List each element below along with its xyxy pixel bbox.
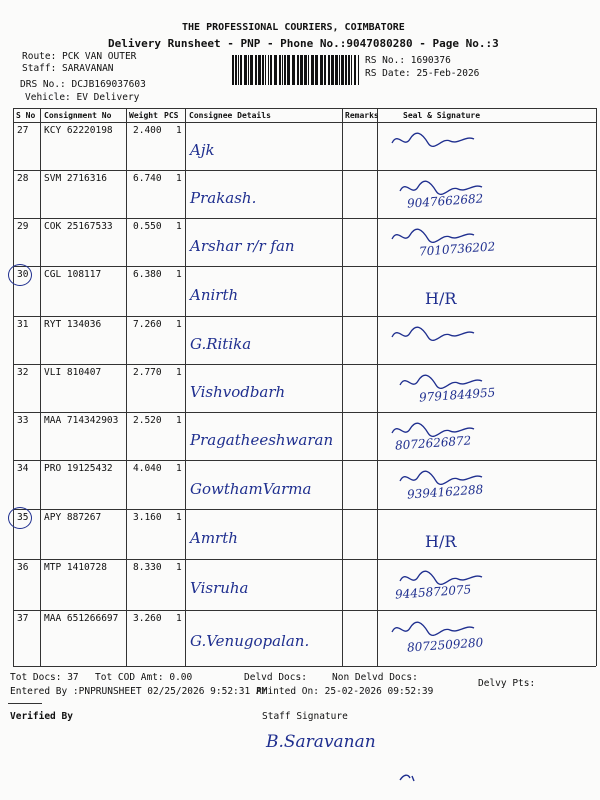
signature-scribble xyxy=(388,618,478,640)
non-delvd-docs: Non Delvd Docs: xyxy=(332,672,418,683)
row-consignee-signature: Amrth xyxy=(190,529,238,547)
row-divider xyxy=(13,170,596,171)
row-phone: 9445872075 xyxy=(394,582,472,602)
row-pcs: 1 xyxy=(176,221,182,232)
rs-date: RS Date: 25-Feb-2026 xyxy=(365,68,480,79)
tot-docs: Tot Docs: 37 xyxy=(10,672,79,683)
row-pcs: 1 xyxy=(176,512,182,523)
barcode-bar xyxy=(335,55,338,85)
vehicle: Vehicle: EV Delivery xyxy=(25,92,140,103)
barcode xyxy=(232,55,362,85)
drs-no: DRS No.: DCJB169037603 xyxy=(20,79,146,90)
barcode-bar xyxy=(341,55,344,85)
signature-scribble xyxy=(388,323,478,345)
barcode-bar xyxy=(248,55,249,85)
table-right-border xyxy=(596,108,597,666)
runsheet-title: Delivery Runsheet - PNP - Phone No.:9047080280 - Page No.:3 xyxy=(108,37,499,50)
staff-signature: B.Saravanan xyxy=(266,732,376,752)
row-divider xyxy=(13,509,596,510)
row-sno: 27 xyxy=(17,125,29,136)
row-consignment-no: MAA 651266697 xyxy=(44,613,119,624)
signature-scribble xyxy=(388,225,478,247)
table-bottom-border xyxy=(13,666,596,667)
row-weight: 8.330 xyxy=(133,562,162,573)
barcode-bar xyxy=(240,55,242,85)
table-header-border xyxy=(13,122,596,123)
row-consignee-signature: Visruha xyxy=(190,579,249,597)
row-consignee-signature: G.Venugopalan. xyxy=(190,632,310,650)
row-pcs: 1 xyxy=(176,173,182,184)
row-pcs: 1 xyxy=(176,269,182,280)
staff: Staff: SARAVANAN xyxy=(22,63,114,74)
barcode-bar xyxy=(270,55,272,85)
row-sno: 28 xyxy=(17,173,29,184)
row-sno: 33 xyxy=(17,415,29,426)
row-consignment-no: CGL 108117 xyxy=(44,269,102,280)
row-pcs: 1 xyxy=(176,367,182,378)
row-pcs: 1 xyxy=(176,613,182,624)
row-phone: 9047662682 xyxy=(406,191,484,211)
staff-signature-label: Staff Signature xyxy=(262,711,348,722)
row-pcs: 1 xyxy=(176,125,182,136)
barcode-bar xyxy=(232,55,234,85)
col-divider xyxy=(377,108,378,666)
row-consignment-no: VLI 810407 xyxy=(44,367,102,378)
col-header-seal-signature: Seal & Signature xyxy=(403,111,481,120)
row-consignee-signature: Pragatheeshwaran xyxy=(190,431,334,449)
row-seal: H/R xyxy=(425,532,457,551)
barcode-bar xyxy=(328,55,330,85)
barcode-bar xyxy=(255,55,257,85)
barcode-bar xyxy=(292,55,295,85)
row-divider xyxy=(13,559,596,560)
row-consignee-signature: Arshar r/r fan xyxy=(190,237,295,255)
row-consignment-no: COK 25167533 xyxy=(44,221,113,232)
barcode-bar xyxy=(331,55,334,85)
row-consignment-no: PRO 19125432 xyxy=(44,463,113,474)
row-consignment-no: APY 887267 xyxy=(44,512,102,523)
signature-scribble xyxy=(396,177,486,199)
row-sno: 37 xyxy=(17,613,29,624)
barcode-bar xyxy=(351,55,352,85)
row-phone: 9791844955 xyxy=(418,385,496,405)
row-divider xyxy=(13,610,596,611)
row-consignee-signature: Prakash. xyxy=(190,189,257,207)
row-consignee-signature: GowthamVarma xyxy=(190,480,312,498)
delvy-pts: Delvy Pts: xyxy=(478,678,536,689)
barcode-bar xyxy=(258,55,261,85)
row-sno: 34 xyxy=(17,463,29,474)
table-left-border xyxy=(13,108,14,666)
table-top-border xyxy=(13,108,596,109)
row-weight: 2.770 xyxy=(133,367,162,378)
barcode-bar xyxy=(297,55,299,85)
row-consignee-signature: G.Ritika xyxy=(190,335,252,353)
row-divider xyxy=(13,316,596,317)
row-divider xyxy=(13,218,596,219)
row-consignee-signature: Anirth xyxy=(190,286,239,304)
col-divider xyxy=(40,108,41,666)
row-consignee-signature: Ajk xyxy=(190,141,215,159)
row-weight: 0.550 xyxy=(133,221,162,232)
barcode-bar xyxy=(279,55,281,85)
signature-scribble xyxy=(388,419,478,441)
circled-mark xyxy=(8,264,32,286)
row-weight: 7.260 xyxy=(133,319,162,330)
barcode-bar xyxy=(339,55,340,85)
col-header-consignment: Consignment No xyxy=(44,111,112,120)
row-weight: 6.740 xyxy=(133,173,162,184)
barcode-bar xyxy=(282,55,283,85)
barcode-bar xyxy=(244,55,247,85)
barcode-bar xyxy=(235,55,237,85)
row-consignment-no: RYT 134036 xyxy=(44,319,102,330)
row-seal: H/R xyxy=(425,289,457,308)
barcode-bar xyxy=(274,55,277,85)
row-consignment-no: SVM 2716316 xyxy=(44,173,107,184)
barcode-bar xyxy=(308,55,309,85)
row-phone: 8072626872 xyxy=(394,433,472,453)
verified-by: Verified By xyxy=(10,711,73,722)
row-weight: 6.380 xyxy=(133,269,162,280)
signature-scribble xyxy=(396,567,486,589)
barcode-bar xyxy=(250,55,253,85)
row-divider xyxy=(13,364,596,365)
row-weight: 4.040 xyxy=(133,463,162,474)
barcode-bar xyxy=(268,55,269,85)
barcode-bar xyxy=(262,55,264,85)
divider xyxy=(8,703,42,704)
col-header-sno: S No xyxy=(16,111,36,120)
barcode-bar xyxy=(320,55,323,85)
row-consignment-no: MTP 1410728 xyxy=(44,562,107,573)
row-consignee-signature: Vishvodbarh xyxy=(190,383,286,401)
circled-mark xyxy=(8,507,32,529)
col-header-weight: Weight xyxy=(129,111,158,120)
barcode-bar xyxy=(345,55,347,85)
signature-scribble xyxy=(396,467,486,489)
row-consignment-no: KCY 62220198 xyxy=(44,125,113,136)
row-sno: 36 xyxy=(17,562,29,573)
barcode-bar xyxy=(284,55,286,85)
company-name: THE PROFESSIONAL COURIERS, COIMBATORE xyxy=(182,22,405,33)
barcode-bar xyxy=(358,55,359,85)
row-sno: 30 xyxy=(17,269,29,280)
delvd-docs: Delvd Docs: xyxy=(244,672,307,683)
barcode-bar xyxy=(287,55,290,85)
row-phone: 7010736202 xyxy=(418,239,496,259)
row-pcs: 1 xyxy=(176,415,182,426)
barcode-bar xyxy=(304,55,307,85)
col-header-consignee: Consignee Details xyxy=(189,111,271,120)
row-consignment-no: MAA 714342903 xyxy=(44,415,119,426)
tot-cod-amt: Tot COD Amt: 0.00 xyxy=(95,672,193,683)
printed-on: Printed On: 25-02-2026 09:52:39 xyxy=(256,686,434,697)
barcode-bar xyxy=(265,55,266,85)
barcode-bar xyxy=(348,55,350,85)
barcode-bar xyxy=(238,55,239,85)
row-sno: 29 xyxy=(17,221,29,232)
row-phone: 8072509280 xyxy=(406,635,484,655)
row-divider xyxy=(13,412,596,413)
barcode-bar xyxy=(300,55,303,85)
ink-mark xyxy=(398,772,420,784)
signature-scribble xyxy=(388,129,478,151)
barcode-bar xyxy=(324,55,326,85)
barcode-bar xyxy=(311,55,314,85)
row-weight: 2.400 xyxy=(133,125,162,136)
row-pcs: 1 xyxy=(176,463,182,474)
barcode-bar xyxy=(315,55,318,85)
row-sno: 31 xyxy=(17,319,29,330)
row-phone: 9394162288 xyxy=(406,482,484,502)
col-header-pcs: PCS xyxy=(164,111,179,120)
signature-scribble xyxy=(396,371,486,393)
col-divider xyxy=(185,108,186,666)
col-divider xyxy=(342,108,343,666)
row-sno: 35 xyxy=(17,512,29,523)
col-header-remarks: Remarks xyxy=(345,111,379,120)
route: Route: PCK VAN OUTER xyxy=(22,51,137,62)
row-weight: 3.160 xyxy=(133,512,162,523)
col-divider xyxy=(126,108,127,666)
rs-no: RS No.: 1690376 xyxy=(365,55,451,66)
barcode-bar xyxy=(354,55,356,85)
row-pcs: 1 xyxy=(176,319,182,330)
row-divider xyxy=(13,266,596,267)
row-divider xyxy=(13,460,596,461)
row-pcs: 1 xyxy=(176,562,182,573)
row-weight: 3.260 xyxy=(133,613,162,624)
row-weight: 2.520 xyxy=(133,415,162,426)
row-sno: 32 xyxy=(17,367,29,378)
entered-by: Entered By :PNPRUNSHEET 02/25/2026 9:52:31 AM xyxy=(10,686,268,697)
